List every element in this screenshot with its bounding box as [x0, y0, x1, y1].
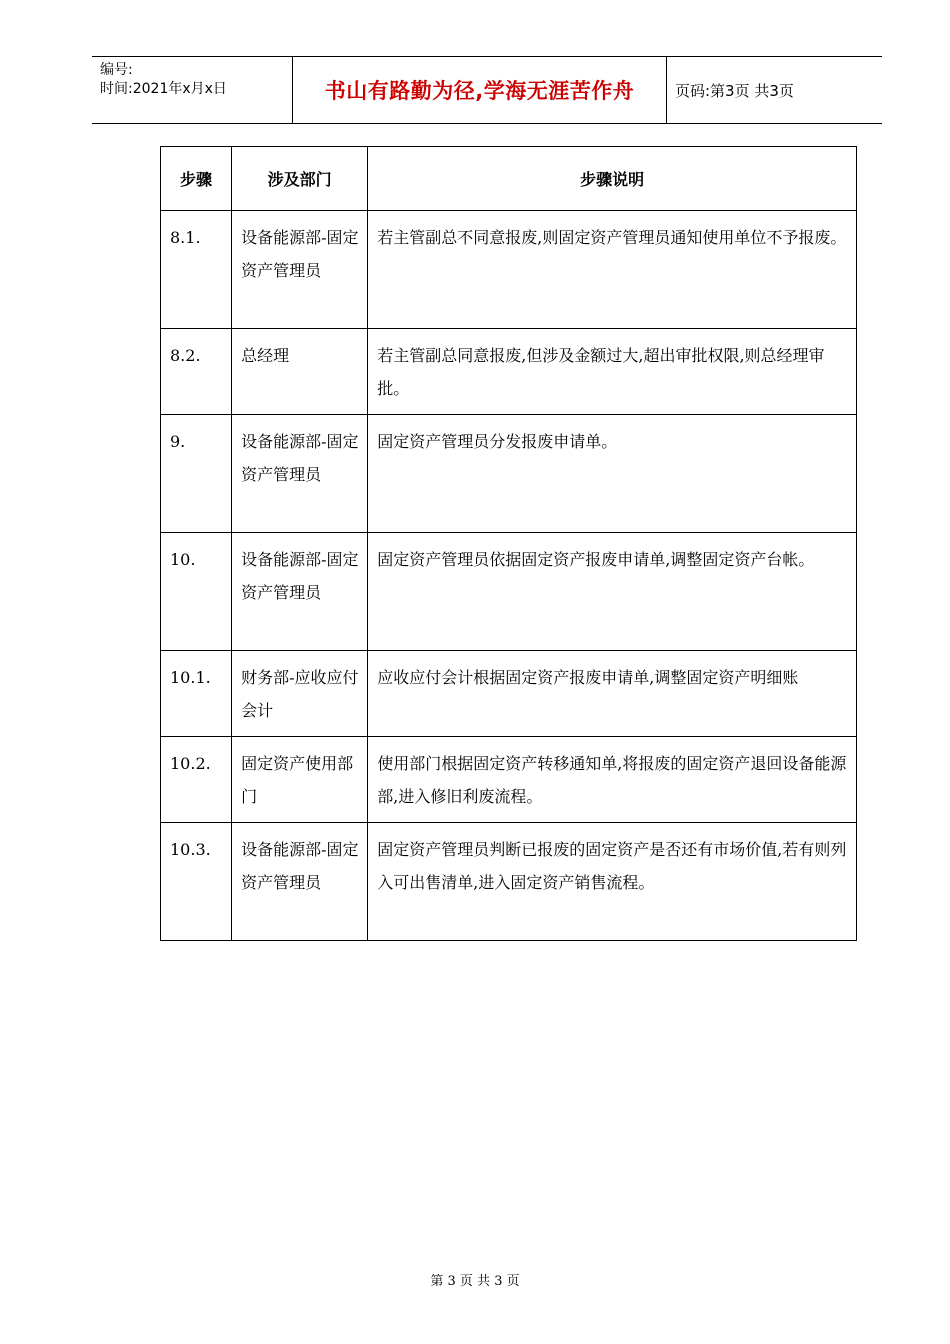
- cell-step: 10.3.: [161, 823, 232, 941]
- table-row: [161, 533, 857, 651]
- cell-step: 9.: [161, 415, 232, 533]
- cell-desc: 应收应付会计根据固定资产报废申请单,调整固定资产明细账: [368, 651, 857, 737]
- column-header-desc: 步骤说明: [368, 147, 857, 211]
- cell-desc: 固定资产管理员分发报废申请单。: [368, 415, 857, 533]
- column-header-step: 步骤: [161, 147, 232, 211]
- table-row: [161, 211, 857, 329]
- table-row: [161, 823, 857, 941]
- cell-desc: 若主管副总不同意报废,则固定资产管理员通知使用单位不予报废。: [368, 211, 857, 329]
- steps-table: [160, 146, 857, 941]
- number-label: 编号:: [100, 62, 133, 78]
- time-label: 时间:2021年x月x日: [100, 81, 227, 97]
- cell-step: 8.1.: [161, 211, 232, 329]
- page-footer: 第 3 页 共 3 页: [430, 1274, 520, 1289]
- cell-dept: 财务部-应收应付会计: [232, 651, 368, 737]
- table-row: [161, 651, 857, 737]
- cell-dept: 设备能源部-固定资产管理员: [232, 211, 368, 329]
- cell-dept: 总经理: [232, 329, 368, 415]
- cell-dept: 设备能源部-固定资产管理员: [232, 533, 368, 651]
- header-page-info: 页码:第3页 共3页: [675, 81, 794, 100]
- header-motto: 书山有路勤为径,学海无涯苦作舟: [293, 57, 667, 123]
- table-row: [161, 329, 857, 415]
- cell-step: 10.: [161, 533, 232, 651]
- column-header-dept: 涉及部门: [232, 147, 368, 211]
- page-header: [92, 56, 882, 124]
- cell-step: 8.2.: [161, 329, 232, 415]
- header-meta: [92, 57, 293, 123]
- table-row: [161, 415, 857, 533]
- cell-desc: 使用部门根据固定资产转移通知单,将报废的固定资产退回设备能源部,进入修旧利废流程。: [368, 737, 857, 823]
- cell-step: 10.2.: [161, 737, 232, 823]
- cell-desc: 若主管副总同意报废,但涉及金额过大,超出审批权限,则总经理审批。: [368, 329, 857, 415]
- table-row: [161, 737, 857, 823]
- cell-dept: 设备能源部-固定资产管理员: [232, 415, 368, 533]
- cell-desc: 固定资产管理员依据固定资产报废申请单,调整固定资产台帐。: [368, 533, 857, 651]
- cell-desc: 固定资产管理员判断已报废的固定资产是否还有市场价值,若有则列入可出售清单,进入固定资产销售流程。: [368, 823, 857, 941]
- cell-step: 10.1.: [161, 651, 232, 737]
- cell-dept: 设备能源部-固定资产管理员: [232, 823, 368, 941]
- table-header-row: [161, 147, 857, 211]
- cell-dept: 固定资产使用部门: [232, 737, 368, 823]
